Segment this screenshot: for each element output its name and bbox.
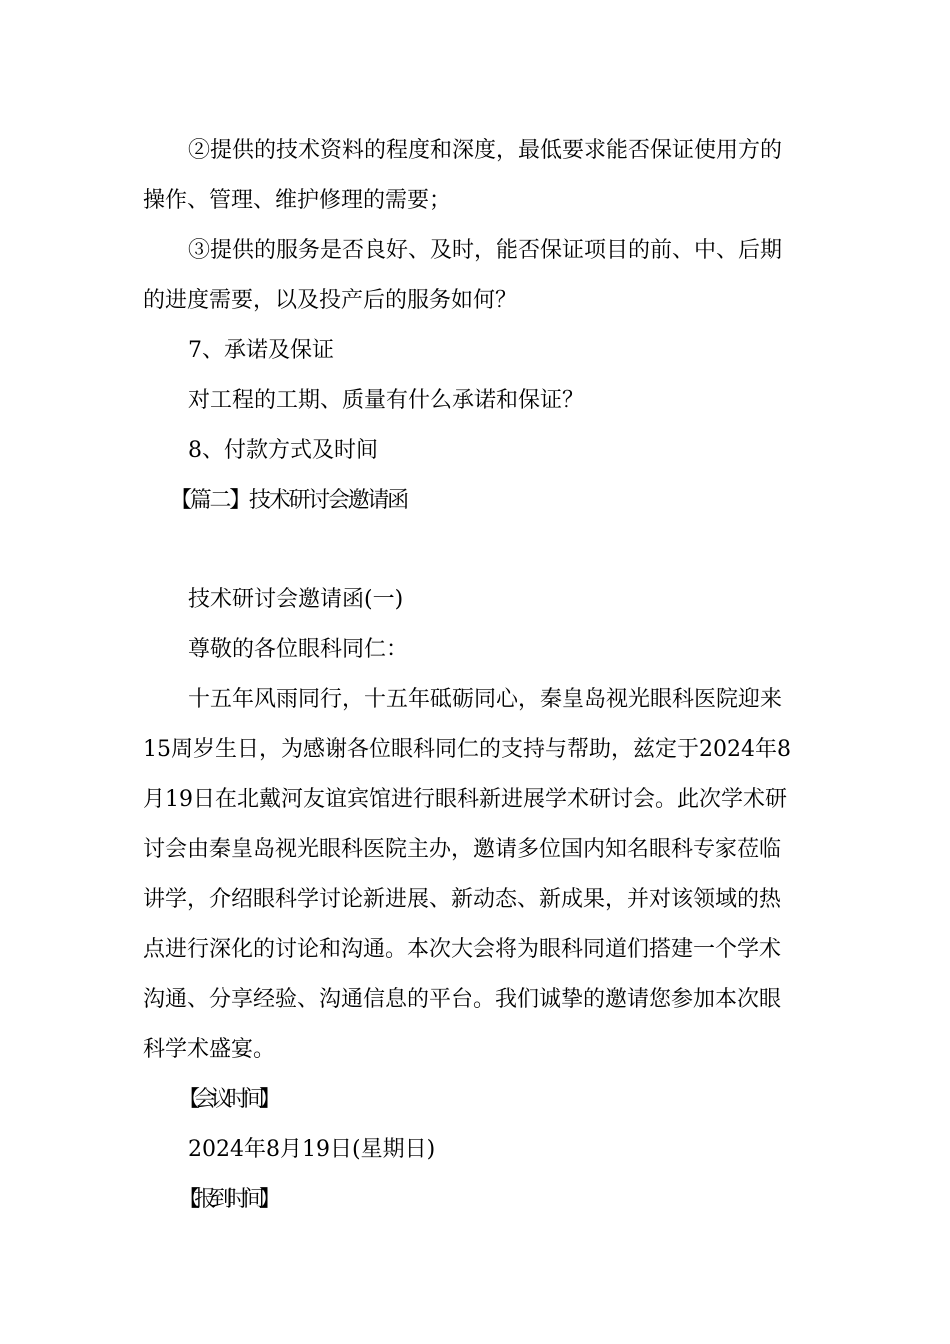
para-2-line-2: 的进度需要，以及投产后的服务如何？ — [143, 288, 518, 313]
letter-body-line-3: 月19日在北戴河友谊宾馆进行眼科新进展学术研讨会。此次学术研 — [143, 787, 787, 812]
section-heading-part-two: 【篇二】技术研讨会邀请函 — [170, 488, 407, 513]
registration-time-heading: 【报到时间】 — [178, 1187, 276, 1212]
letter-greeting: 尊敬的各位眼科同仁： — [188, 637, 409, 662]
item-commitment-heading: 7、承诺及保证 — [188, 338, 334, 363]
letter-title: 技术研讨会邀请函(一) — [188, 587, 404, 612]
meeting-time-heading: 【会议时间】 — [178, 1087, 276, 1112]
letter-body-line-4: 讨会由秦皇岛视光眼科医院主办，邀请多位国内知名眼科专家莅临 — [143, 837, 782, 862]
item-commitment-question: 对工程的工期、质量有什么承诺和保证？ — [188, 388, 585, 413]
meeting-time-value: 2024年8月19日(星期日) — [188, 1137, 436, 1162]
para-1-line-2: 操作、管理、维护修理的需要； — [143, 188, 452, 213]
item-payment-heading: 8、付款方式及时间 — [188, 438, 378, 463]
letter-body-line-5: 讲学，介绍眼科学讨论新进展、新动态、新成果，并对该领域的热 — [143, 887, 782, 912]
para-1-line-1: ②提供的技术资料的程度和深度，最低要求能否保证使用方的 — [188, 138, 783, 163]
letter-body-line-6: 点进行深化的讨论和沟通。本次大会将为眼科同道们搭建一个学术 — [143, 937, 782, 962]
letter-body-line-1: 十五年风雨同行，十五年砥砺同心，秦皇岛视光眼科医院迎来 — [188, 687, 783, 712]
letter-body-line-2: 15周岁生日，为感谢各位眼科同仁的支持与帮助，兹定于2024年8 — [143, 737, 791, 762]
letter-body-line-8: 科学术盛宴。 — [143, 1037, 276, 1062]
para-2-line-1: ③提供的服务是否良好、及时，能否保证项目的前、中、后期 — [188, 238, 783, 263]
letter-body-line-7: 沟通、分享经验、沟通信息的平台。我们诚挚的邀请您参加本次眼 — [143, 987, 782, 1012]
